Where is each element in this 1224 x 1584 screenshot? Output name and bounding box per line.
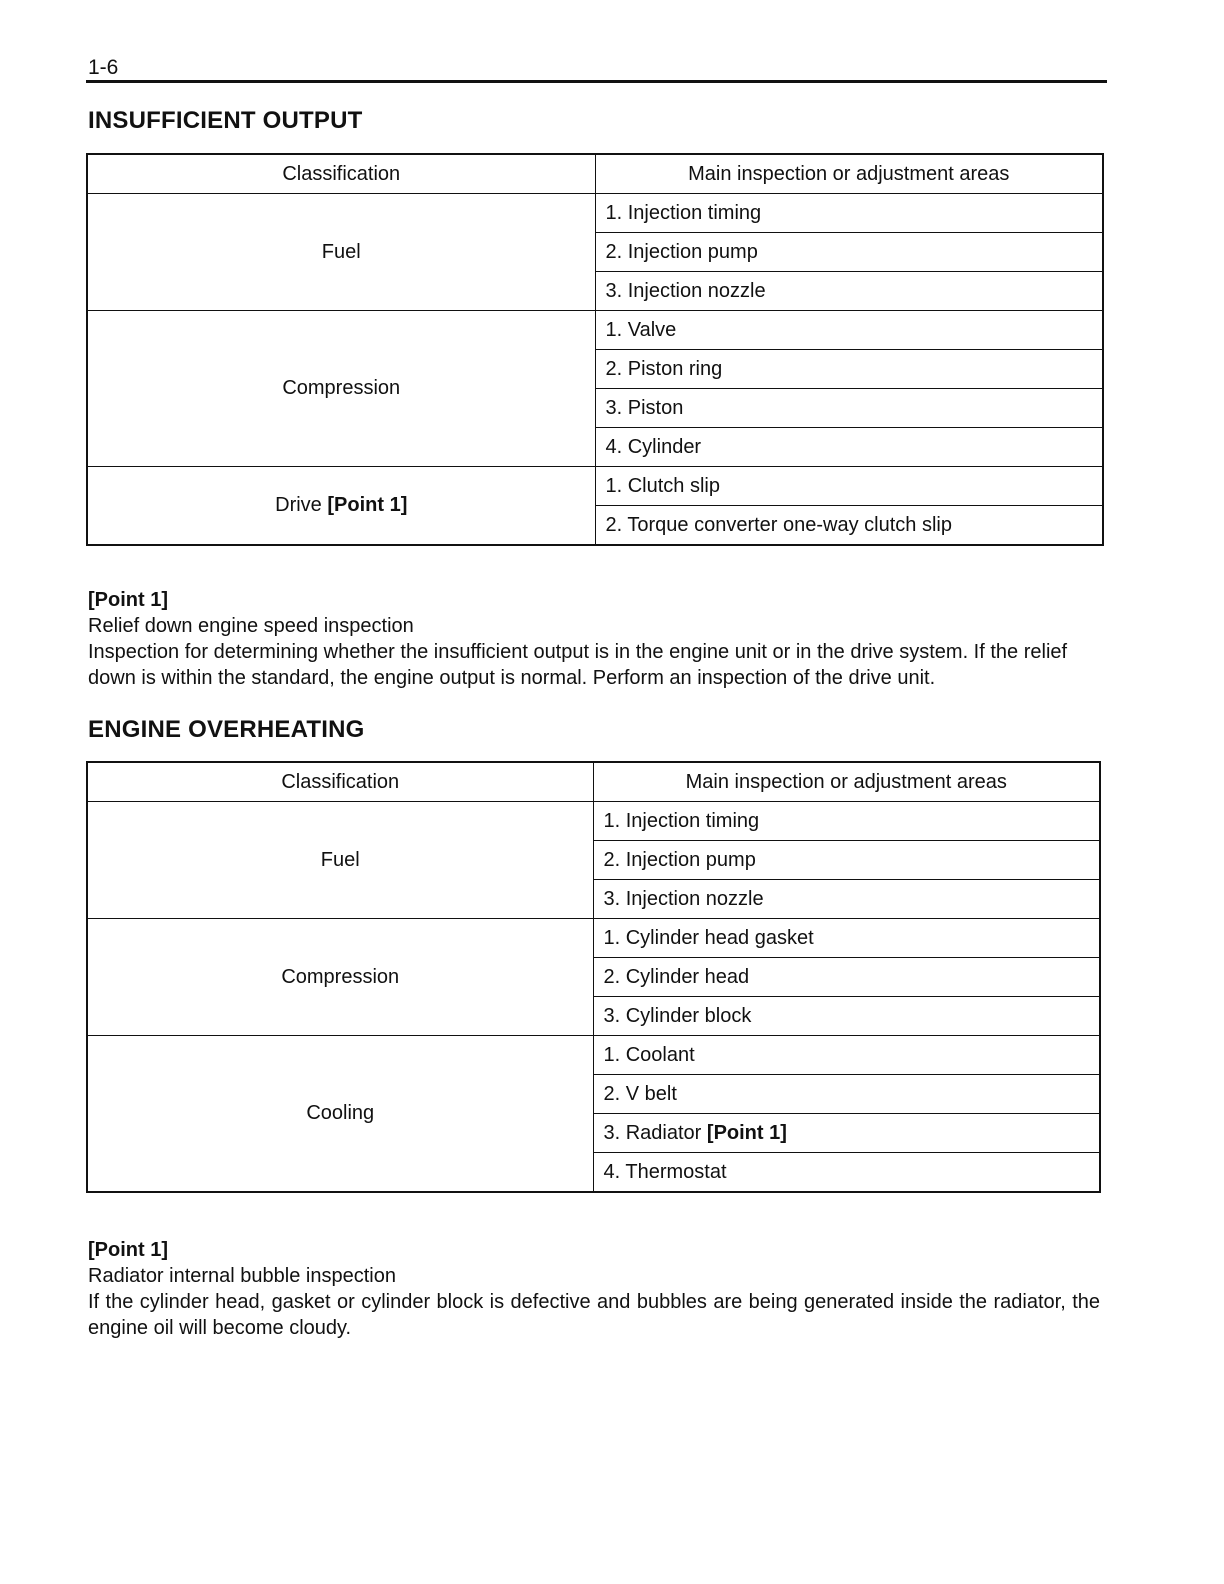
classification-cooling: Cooling	[87, 1036, 593, 1193]
table-row	[87, 311, 1103, 350]
section-title-insufficient-output: INSUFFICIENT OUTPUT	[88, 107, 363, 134]
areas-header: Main inspection or adjustment areas	[593, 762, 1100, 802]
area-item: 3. Piston	[595, 389, 1103, 428]
note-text: If the cylinder head, gasket or cylinder block is defective and bubbles are being generated inside the radiator, the engine oil will become cloudy.	[88, 1291, 1100, 1339]
area-item: 1. Valve	[595, 311, 1103, 350]
note-subtitle: Radiator internal bubble inspection	[88, 1265, 396, 1287]
engine-overheating-table	[86, 761, 1101, 1193]
point-reference: [Point 1]	[327, 494, 408, 516]
table-row	[87, 194, 1103, 233]
area-item: 3. Injection nozzle	[593, 880, 1100, 919]
page-number: 1-6	[88, 56, 119, 79]
note-title: [Point 1]	[88, 589, 168, 611]
area-item: 3. Injection nozzle	[595, 272, 1103, 311]
area-item: 1. Coolant	[593, 1036, 1100, 1075]
classification-compression: Compression	[87, 919, 593, 1036]
table-row	[87, 1036, 1100, 1075]
table-header-row	[87, 762, 1100, 802]
table-header-row	[87, 154, 1103, 194]
area-item: 1. Cylinder head gasket	[593, 919, 1100, 958]
table-row	[87, 919, 1100, 958]
note-engine-overheating	[88, 1237, 1100, 1341]
areas-header: Main inspection or adjustment areas	[595, 154, 1103, 194]
table-row	[87, 467, 1103, 506]
area-item: 2. V belt	[593, 1075, 1100, 1114]
insufficient-output-table	[86, 153, 1104, 546]
classification-drive	[87, 467, 595, 546]
area-item: 2. Injection pump	[595, 233, 1103, 272]
note-title: [Point 1]	[88, 1239, 168, 1261]
note-insufficient-output	[88, 587, 1100, 691]
note-text: Inspection for determining whether the insufficient output is in the engine unit or in the drive system. If the relief down is within the standard, the engine output is normal. Perform an inspection of the drive unit.	[88, 641, 1068, 689]
classification-header: Classification	[87, 154, 595, 194]
classification-fuel: Fuel	[87, 194, 595, 311]
classification-fuel: Fuel	[87, 802, 593, 919]
classification-drive-label: Drive	[275, 494, 322, 516]
area-item: 1. Clutch slip	[595, 467, 1103, 506]
area-item: 3. Cylinder block	[593, 997, 1100, 1036]
area-item: 4. Thermostat	[593, 1153, 1100, 1193]
classification-header: Classification	[87, 762, 593, 802]
area-item: 2. Torque converter one-way clutch slip	[595, 506, 1103, 546]
section-title-engine-overheating: ENGINE OVERHEATING	[88, 716, 365, 743]
table-row	[87, 802, 1100, 841]
area-item: 2. Piston ring	[595, 350, 1103, 389]
area-item: 4. Cylinder	[595, 428, 1103, 467]
note-subtitle: Relief down engine speed inspection	[88, 615, 414, 637]
area-item: 2. Injection pump	[593, 841, 1100, 880]
area-item-label: 3. Radiator	[603, 1121, 702, 1144]
classification-compression: Compression	[87, 311, 595, 467]
point-reference: [Point 1]	[706, 1121, 787, 1144]
header-rule	[86, 80, 1107, 83]
area-item: 1. Injection timing	[593, 802, 1100, 841]
area-item: 2. Cylinder head	[593, 958, 1100, 997]
area-item	[593, 1114, 1100, 1153]
area-item: 1. Injection timing	[595, 194, 1103, 233]
